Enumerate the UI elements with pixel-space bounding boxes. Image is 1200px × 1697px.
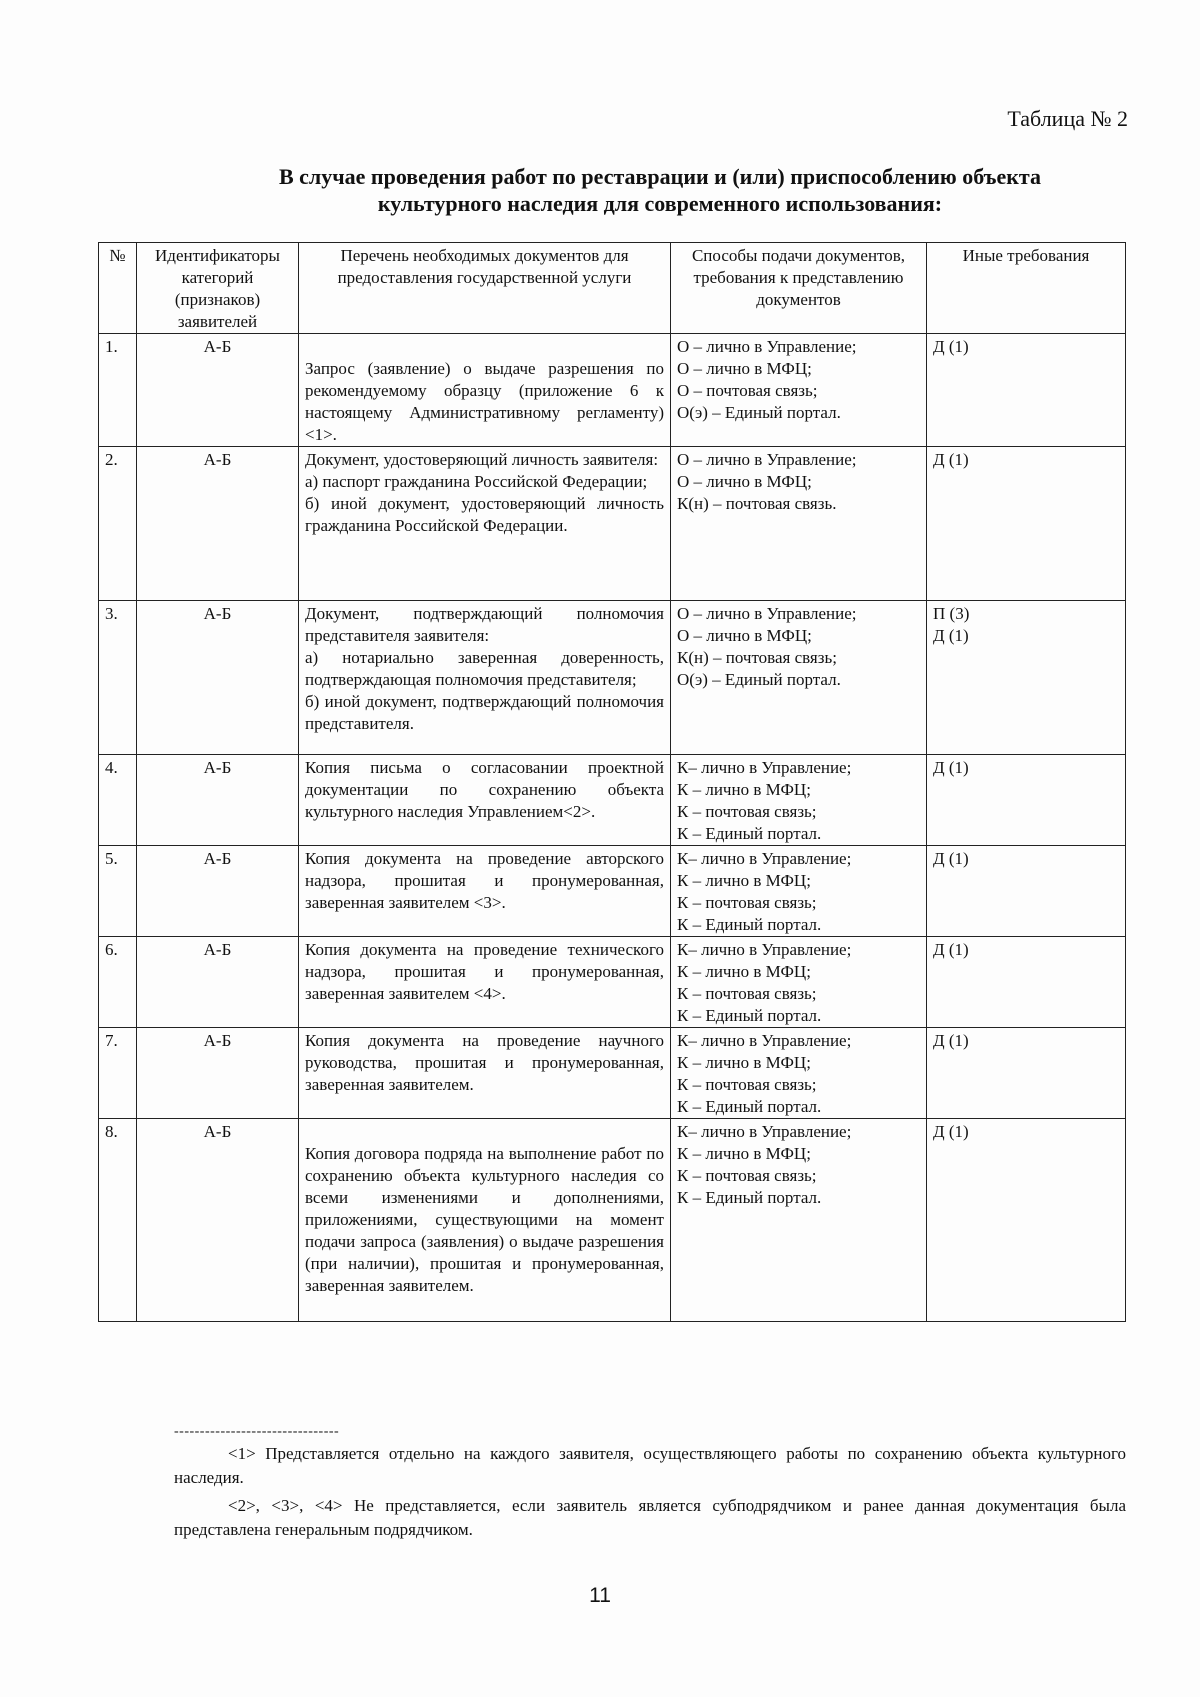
- row-methods: [671, 937, 927, 1028]
- table-row: [99, 334, 1126, 447]
- method-line: К – лично в МФЦ;: [677, 871, 811, 890]
- method-line: К – Единый портал.: [677, 1097, 822, 1116]
- other-line: Д (1): [933, 337, 969, 356]
- document-line: Документ, подтверждающий полномочия представителя заявителя:: [305, 604, 664, 645]
- method-line: О – лично в Управление;: [677, 450, 857, 469]
- document-line: б) иной документ, удостоверяющий личность гражданина Российской Федерации.: [305, 494, 664, 535]
- row-identifier: А-Б: [137, 447, 299, 601]
- table-row: [99, 1119, 1126, 1322]
- row-other: [927, 937, 1126, 1028]
- row-methods: [671, 1028, 927, 1119]
- row-other: [927, 601, 1126, 755]
- title-line: культурного наследия для современного использования:: [377, 191, 943, 216]
- method-line: К– лично в Управление;: [677, 1122, 852, 1141]
- row-identifier: А-Б: [137, 846, 299, 937]
- row-number: 7.: [99, 1028, 137, 1119]
- other-line: Д (1): [933, 940, 969, 959]
- method-line: К – почтовая связь;: [677, 1166, 817, 1185]
- other-line: Д (1): [933, 1031, 969, 1050]
- footnote-1: [174, 1442, 1126, 1490]
- other-line: Д (1): [933, 450, 969, 469]
- row-document: Копия документа на проведение научного руководства, прошитая и пронумерованная, заверенная заявителем.: [299, 1028, 671, 1119]
- row-number: 6.: [99, 937, 137, 1028]
- other-line: Д (1): [933, 626, 969, 645]
- method-line: О(э) – Единый портал.: [677, 403, 841, 422]
- row-identifier: А-Б: [137, 1119, 299, 1322]
- row-other: [927, 1119, 1126, 1322]
- method-line: К – лично в МФЦ;: [677, 780, 811, 799]
- row-document: [299, 601, 671, 755]
- row-document: Копия письма о согласовании проектной документации по сохранению объекта культурного наследия Управлением<2>.: [299, 755, 671, 846]
- method-line: К– лично в Управление;: [677, 1031, 852, 1050]
- requirements-table: [98, 242, 1126, 1322]
- method-line: О – лично в Управление;: [677, 337, 857, 356]
- row-methods: [671, 447, 927, 601]
- other-line: Д (1): [933, 758, 969, 777]
- row-methods: [671, 1119, 927, 1322]
- row-identifier: А-Б: [137, 755, 299, 846]
- table-row: [99, 846, 1126, 937]
- method-line: К(н) – почтовая связь.: [677, 494, 837, 513]
- footnote-2: [174, 1494, 1126, 1542]
- method-line: К – Единый портал.: [677, 1188, 822, 1207]
- document-text: Запрос (заявление) о выдаче разрешения по рекомендуемому образцу (приложение 6 к настоящему Административному регламенту) <1>.: [305, 359, 664, 444]
- row-methods: [671, 846, 927, 937]
- row-other: [927, 755, 1126, 846]
- row-number: 5.: [99, 846, 137, 937]
- row-identifier: А-Б: [137, 937, 299, 1028]
- table-row: [99, 937, 1126, 1028]
- method-line: К– лично в Управление;: [677, 758, 852, 777]
- row-methods: [671, 601, 927, 755]
- table-row: [99, 755, 1126, 846]
- method-line: О – лично в МФЦ;: [677, 626, 812, 645]
- row-other: [927, 334, 1126, 447]
- page-number: 11: [589, 1584, 611, 1607]
- footnote-text: <2>, <3>, <4> Не представляется, если заявитель является субподрядчиком и ранее данная документация была представлена генеральным подрядчиком.: [174, 1496, 1126, 1539]
- title-line: В случае проведения работ по реставрации и (или) приспособлению объекта: [278, 164, 1042, 189]
- row-number: 3.: [99, 601, 137, 755]
- method-line: К– лично в Управление;: [677, 849, 852, 868]
- row-identifier: А-Б: [137, 1028, 299, 1119]
- method-line: К – лично в МФЦ;: [677, 962, 811, 981]
- document-line: б) иной документ, подтверждающий полномочия представителя.: [305, 692, 664, 733]
- row-other: [927, 846, 1126, 937]
- row-document: [299, 334, 671, 447]
- document-line: а) паспорт гражданина Российской Федерации;: [305, 472, 648, 491]
- other-line: П (3): [933, 604, 970, 623]
- other-line: Д (1): [933, 849, 969, 868]
- method-line: К – Единый портал.: [677, 1006, 822, 1025]
- header-documents: Перечень необходимых документов для предоставления государственной услуги: [299, 243, 671, 334]
- header-methods: Способы подачи документов, требования к представлению документов: [671, 243, 927, 334]
- other-line: Д (1): [933, 1122, 969, 1141]
- document-line: Документ, удостоверяющий личность заявителя:: [305, 450, 659, 469]
- row-document: Копия документа на проведение технического надзора, прошитая и пронумерованная, заверенная заявителем <4>.: [299, 937, 671, 1028]
- row-other: [927, 1028, 1126, 1119]
- header-identifiers: Идентификаторы категорий (признаков) заявителей: [137, 243, 299, 334]
- method-line: К – почтовая связь;: [677, 893, 817, 912]
- row-methods: [671, 334, 927, 447]
- footnote-text: <1> Представляется отдельно на каждого заявителя, осуществляющего работы по сохранению объекта культурного наследия.: [174, 1444, 1126, 1487]
- page-title: [120, 163, 1200, 217]
- method-line: К – почтовая связь;: [677, 802, 817, 821]
- footnote-separator: --------------------------------: [174, 1424, 340, 1439]
- method-line: К – Единый портал.: [677, 915, 822, 934]
- row-number: 1.: [99, 334, 137, 447]
- row-methods: [671, 755, 927, 846]
- row-identifier: А-Б: [137, 334, 299, 447]
- method-line: К – почтовая связь;: [677, 1075, 817, 1094]
- row-document: [299, 1119, 671, 1322]
- method-line: К(н) – почтовая связь;: [677, 648, 837, 667]
- document-text: Копия договора подряда на выполнение работ по сохранению объекта культурного наследия со всеми изменениями и дополнениями, приложениями, существующими на момент подачи запроса (заявления) о выдаче разрешения (при наличии), прошитая и пронумерованная, заверенная заявителем.: [305, 1144, 664, 1295]
- header-other: Иные требования: [927, 243, 1126, 334]
- method-line: О(э) – Единый портал.: [677, 670, 841, 689]
- table-number-label: Таблица № 2: [1007, 106, 1128, 131]
- row-number: 2.: [99, 447, 137, 601]
- method-line: К– лично в Управление;: [677, 940, 852, 959]
- table-row: [99, 447, 1126, 601]
- document-line: а) нотариально заверенная доверенность, подтверждающая полномочия представителя;: [305, 648, 664, 689]
- method-line: О – лично в МФЦ;: [677, 359, 812, 378]
- table-row: [99, 1028, 1126, 1119]
- method-line: К – почтовая связь;: [677, 984, 817, 1003]
- row-document: [299, 447, 671, 601]
- method-line: О – лично в Управление;: [677, 604, 857, 623]
- row-number: 8.: [99, 1119, 137, 1322]
- method-line: К – лично в МФЦ;: [677, 1144, 811, 1163]
- method-line: О – почтовая связь;: [677, 381, 818, 400]
- header-number: №: [99, 243, 137, 334]
- method-line: К – лично в МФЦ;: [677, 1053, 811, 1072]
- table-row: [99, 601, 1126, 755]
- method-line: О – лично в МФЦ;: [677, 472, 812, 491]
- method-line: К – Единый портал.: [677, 824, 822, 843]
- row-identifier: А-Б: [137, 601, 299, 755]
- row-other: [927, 447, 1126, 601]
- row-number: 4.: [99, 755, 137, 846]
- row-document: Копия документа на проведение авторского надзора, прошитая и пронумерованная, заверенная заявителем <3>.: [299, 846, 671, 937]
